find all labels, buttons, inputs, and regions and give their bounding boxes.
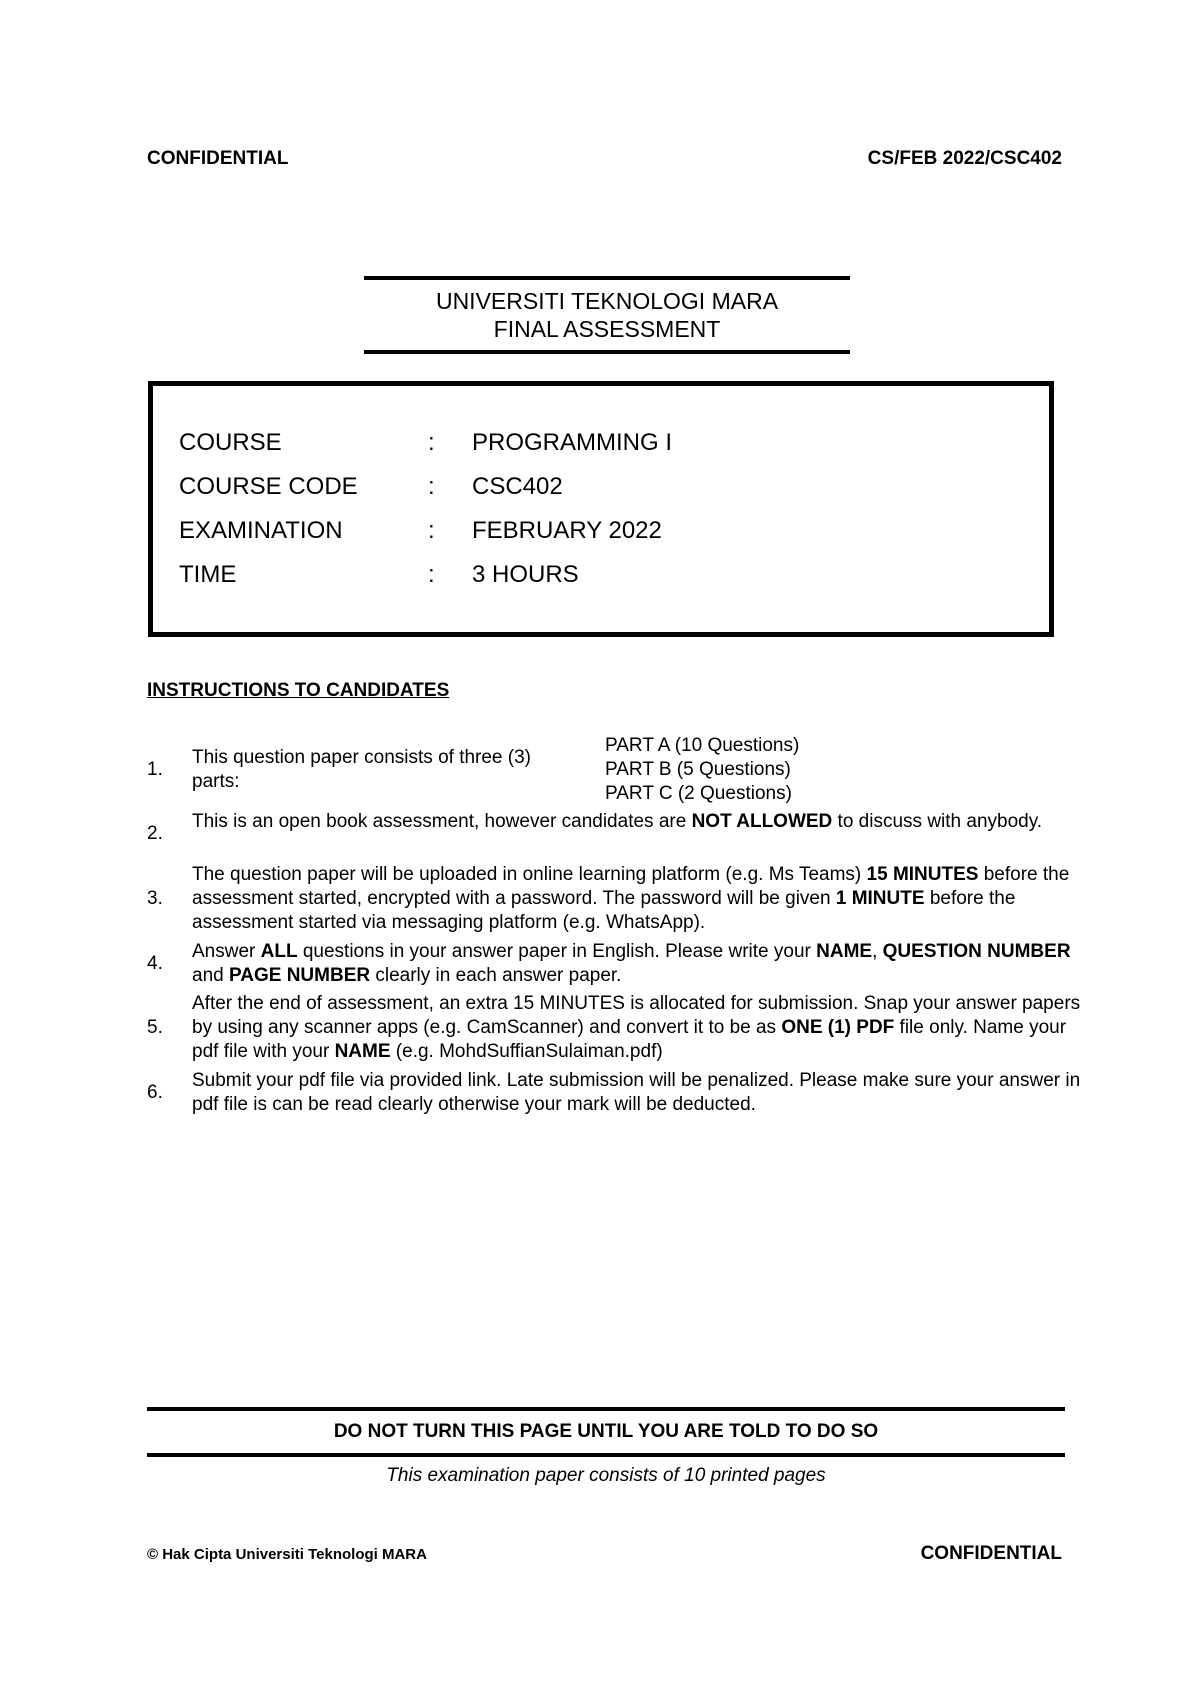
notice-top-rule xyxy=(147,1407,1065,1411)
info-value: 3 HOURS xyxy=(472,561,579,588)
course-info-box xyxy=(148,381,1054,637)
instruction-item-6 xyxy=(147,1069,1081,1117)
title-top-rule xyxy=(364,276,850,280)
info-row-course xyxy=(153,429,1049,469)
instruction-number: 1. xyxy=(147,759,163,780)
info-row-examination xyxy=(153,517,1049,557)
info-value: CSC402 xyxy=(472,473,563,500)
title-bottom-rule xyxy=(364,350,850,354)
instruction-number: 4. xyxy=(147,953,163,974)
info-value: PROGRAMMING I xyxy=(472,429,673,456)
assessment-title: FINAL ASSESSMENT xyxy=(493,316,721,342)
instruction-text: This question paper consists of three (3) parts: xyxy=(192,747,532,792)
instruction-text: The question paper will be uploaded in online learning platform (e.g. Ms Teams) 15 MINUTES before the assessment started, encrypted with a password. The password will be given 1 MINUTE before the assessment started via messaging platform (e.g. WhatsApp). xyxy=(192,864,1070,933)
instruction-item-4 xyxy=(147,940,1071,988)
instruction-number: 6. xyxy=(147,1082,163,1103)
info-label: COURSE xyxy=(179,429,282,456)
info-value: FEBRUARY 2022 xyxy=(472,517,662,544)
do-not-turn-notice-block xyxy=(147,1407,1065,1457)
part-c: PART C (2 Questions) xyxy=(605,783,792,804)
university-name: UNIVERSITI TEKNOLOGI MARA xyxy=(435,288,779,314)
part-b: PART B (5 Questions) xyxy=(605,759,791,780)
info-label: COURSE CODE xyxy=(179,473,358,500)
printed-pages-note: This examination paper consists of 10 printed pages xyxy=(386,1465,826,1486)
header-paper-code: CS/FEB 2022/CSC402 xyxy=(867,148,1062,169)
instruction-item-1 xyxy=(147,734,1067,806)
instruction-item-3 xyxy=(147,863,1070,935)
info-colon: : xyxy=(428,429,435,456)
instruction-text: This is an open book assessment, however candidates are NOT ALLOWED to discuss with anybody. xyxy=(192,811,1043,832)
info-colon: : xyxy=(428,473,435,500)
instruction-number: 5. xyxy=(147,1017,163,1038)
copyright-notice: © Hak Cipta Universiti Teknologi MARA xyxy=(147,1546,427,1563)
parts-list xyxy=(605,734,799,806)
do-not-turn-notice: DO NOT TURN THIS PAGE UNTIL YOU ARE TOLD TO DO SO xyxy=(333,1421,879,1442)
title-block xyxy=(364,276,850,354)
instruction-text: After the end of assessment, an extra 15 MINUTES is allocated for submission. Snap your answer papers by using any scanner apps (e.g. CamScanner) and convert it to be as ONE (1) PDF file only. Name your pdf file with your NAME (e.g. MohdSuffianSulaiman.pdf) xyxy=(192,993,1081,1062)
header-confidential: CONFIDENTIAL xyxy=(147,148,289,169)
info-label: EXAMINATION xyxy=(179,517,343,544)
instructions-title: INSTRUCTIONS TO CANDIDATES xyxy=(147,680,450,701)
instruction-text: Submit your pdf file via provided link. Late submission will be penalized. Please make sure your answer in pdf file is can be read clearly otherwise your mark will be deducted. xyxy=(192,1070,1081,1115)
instruction-number: 2. xyxy=(147,823,163,844)
part-a: PART A (10 Questions) xyxy=(605,735,800,756)
info-colon: : xyxy=(428,561,435,588)
info-row-time xyxy=(153,561,1049,601)
footer-confidential: CONFIDENTIAL xyxy=(920,1543,1062,1564)
info-colon: : xyxy=(428,517,435,544)
instruction-item-5 xyxy=(147,992,1081,1064)
info-label: TIME xyxy=(179,561,237,588)
info-row-course-code xyxy=(153,473,1049,513)
instruction-number: 3. xyxy=(147,888,163,909)
instruction-item-2 xyxy=(147,810,1067,858)
notice-bottom-rule xyxy=(147,1453,1065,1457)
instruction-text: Answer ALL questions in your answer paper in English. Please write your NAME, QUESTION NUMBER and PAGE NUMBER clearly in each answer paper. xyxy=(192,941,1071,986)
